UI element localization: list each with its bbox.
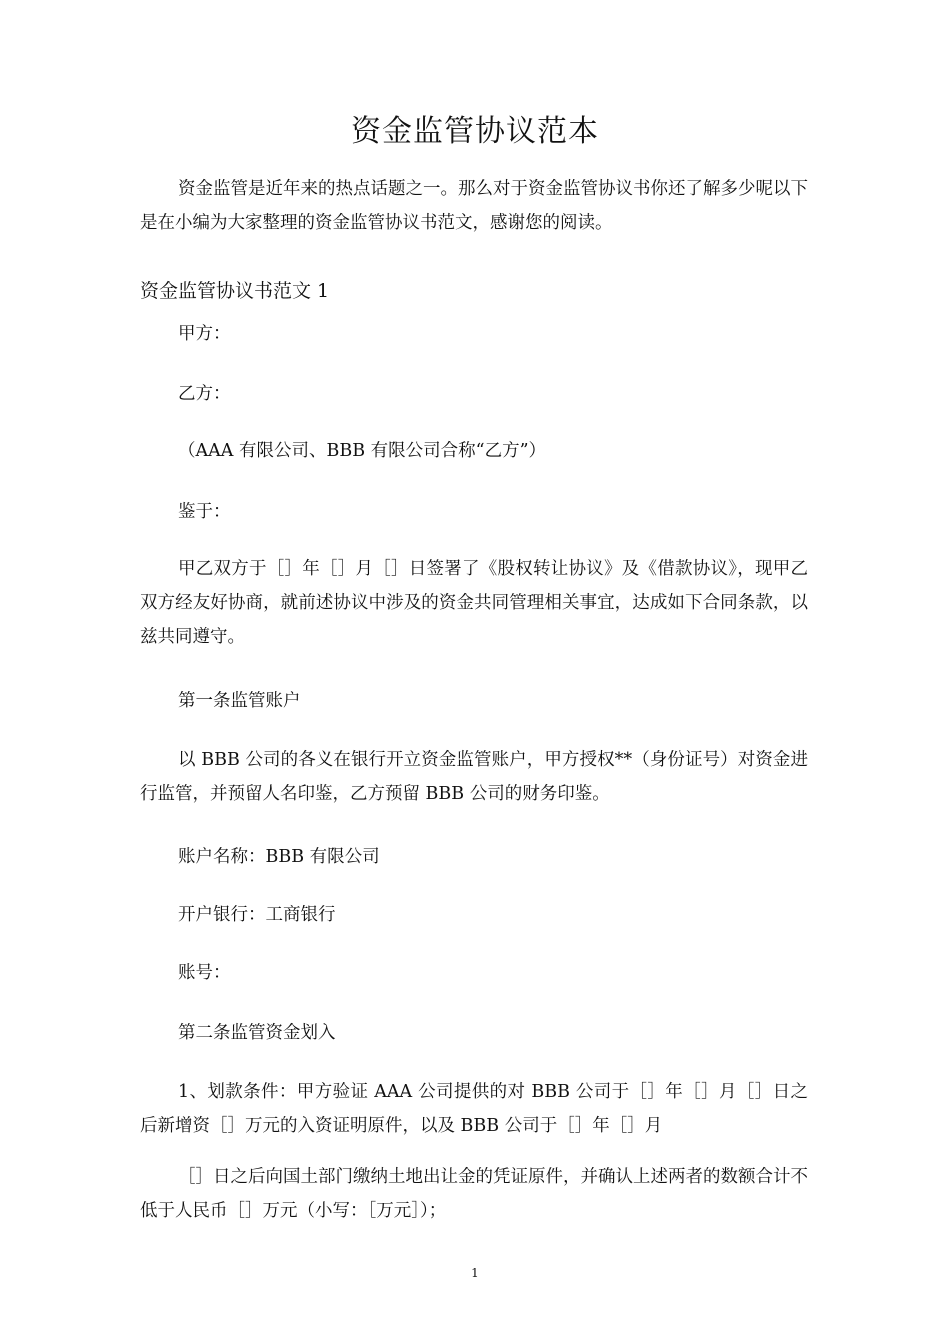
recital-paragraph: 甲乙双方于［］年［］月［］日签署了《股权转让协议》及《借款协议》，现甲乙双方经友好协商，就前述协议中涉及的资金共同管理相关事宜，达成如下合同条款，以兹共同遵守。 xyxy=(140,559,808,647)
party-a-line: 甲方： xyxy=(178,324,231,344)
clause1-continuation: ［］日之后向国土部门缴纳土地出让金的凭证原件，并确认上述两者的数额合计不低于人民币［］万元（小写：［万元］）； xyxy=(140,1167,808,1221)
clause1-paragraph: 1、划款条件：甲方验证 AAA 公司提供的对 BBB 公司于［］年［］月［］日之后新增资［］万元的入资证明原件，以及 BBB 公司于［］年［］月 xyxy=(140,1082,808,1136)
page-number: 1 xyxy=(471,1266,479,1280)
parties-note: （AAA 有限公司、BBB 有限公司合称“乙方”） xyxy=(178,441,547,461)
account-name-line: 账户名称：BBB 有限公司 xyxy=(178,847,380,867)
article2-title: 第二条监管资金划入 xyxy=(178,1023,336,1043)
account-number-line: 账号： xyxy=(178,963,231,983)
document-title: 资金监管协议范本 xyxy=(351,114,599,149)
article1-body: 以 BBB 公司的各义在银行开立资金监管账户，甲方授权**（身份证号）对资金进行监管，并预留人名印鉴，乙方预留 BBB 公司的财务印鉴。 xyxy=(140,750,808,804)
party-b-line: 乙方： xyxy=(178,384,231,404)
whereas-line: 鉴于： xyxy=(178,502,231,522)
article1-title: 第一条监管账户 xyxy=(178,691,301,711)
section-heading: 资金监管协议书范文 1 xyxy=(140,280,330,302)
intro-paragraph: 资金监管是近年来的热点话题之一。那么对于资金监管协议书你还了解多少呢以下是在小编为大家整理的资金监管协议书范文，感谢您的阅读。 xyxy=(140,179,808,233)
account-bank-line: 开户银行：工商银行 xyxy=(178,905,336,925)
